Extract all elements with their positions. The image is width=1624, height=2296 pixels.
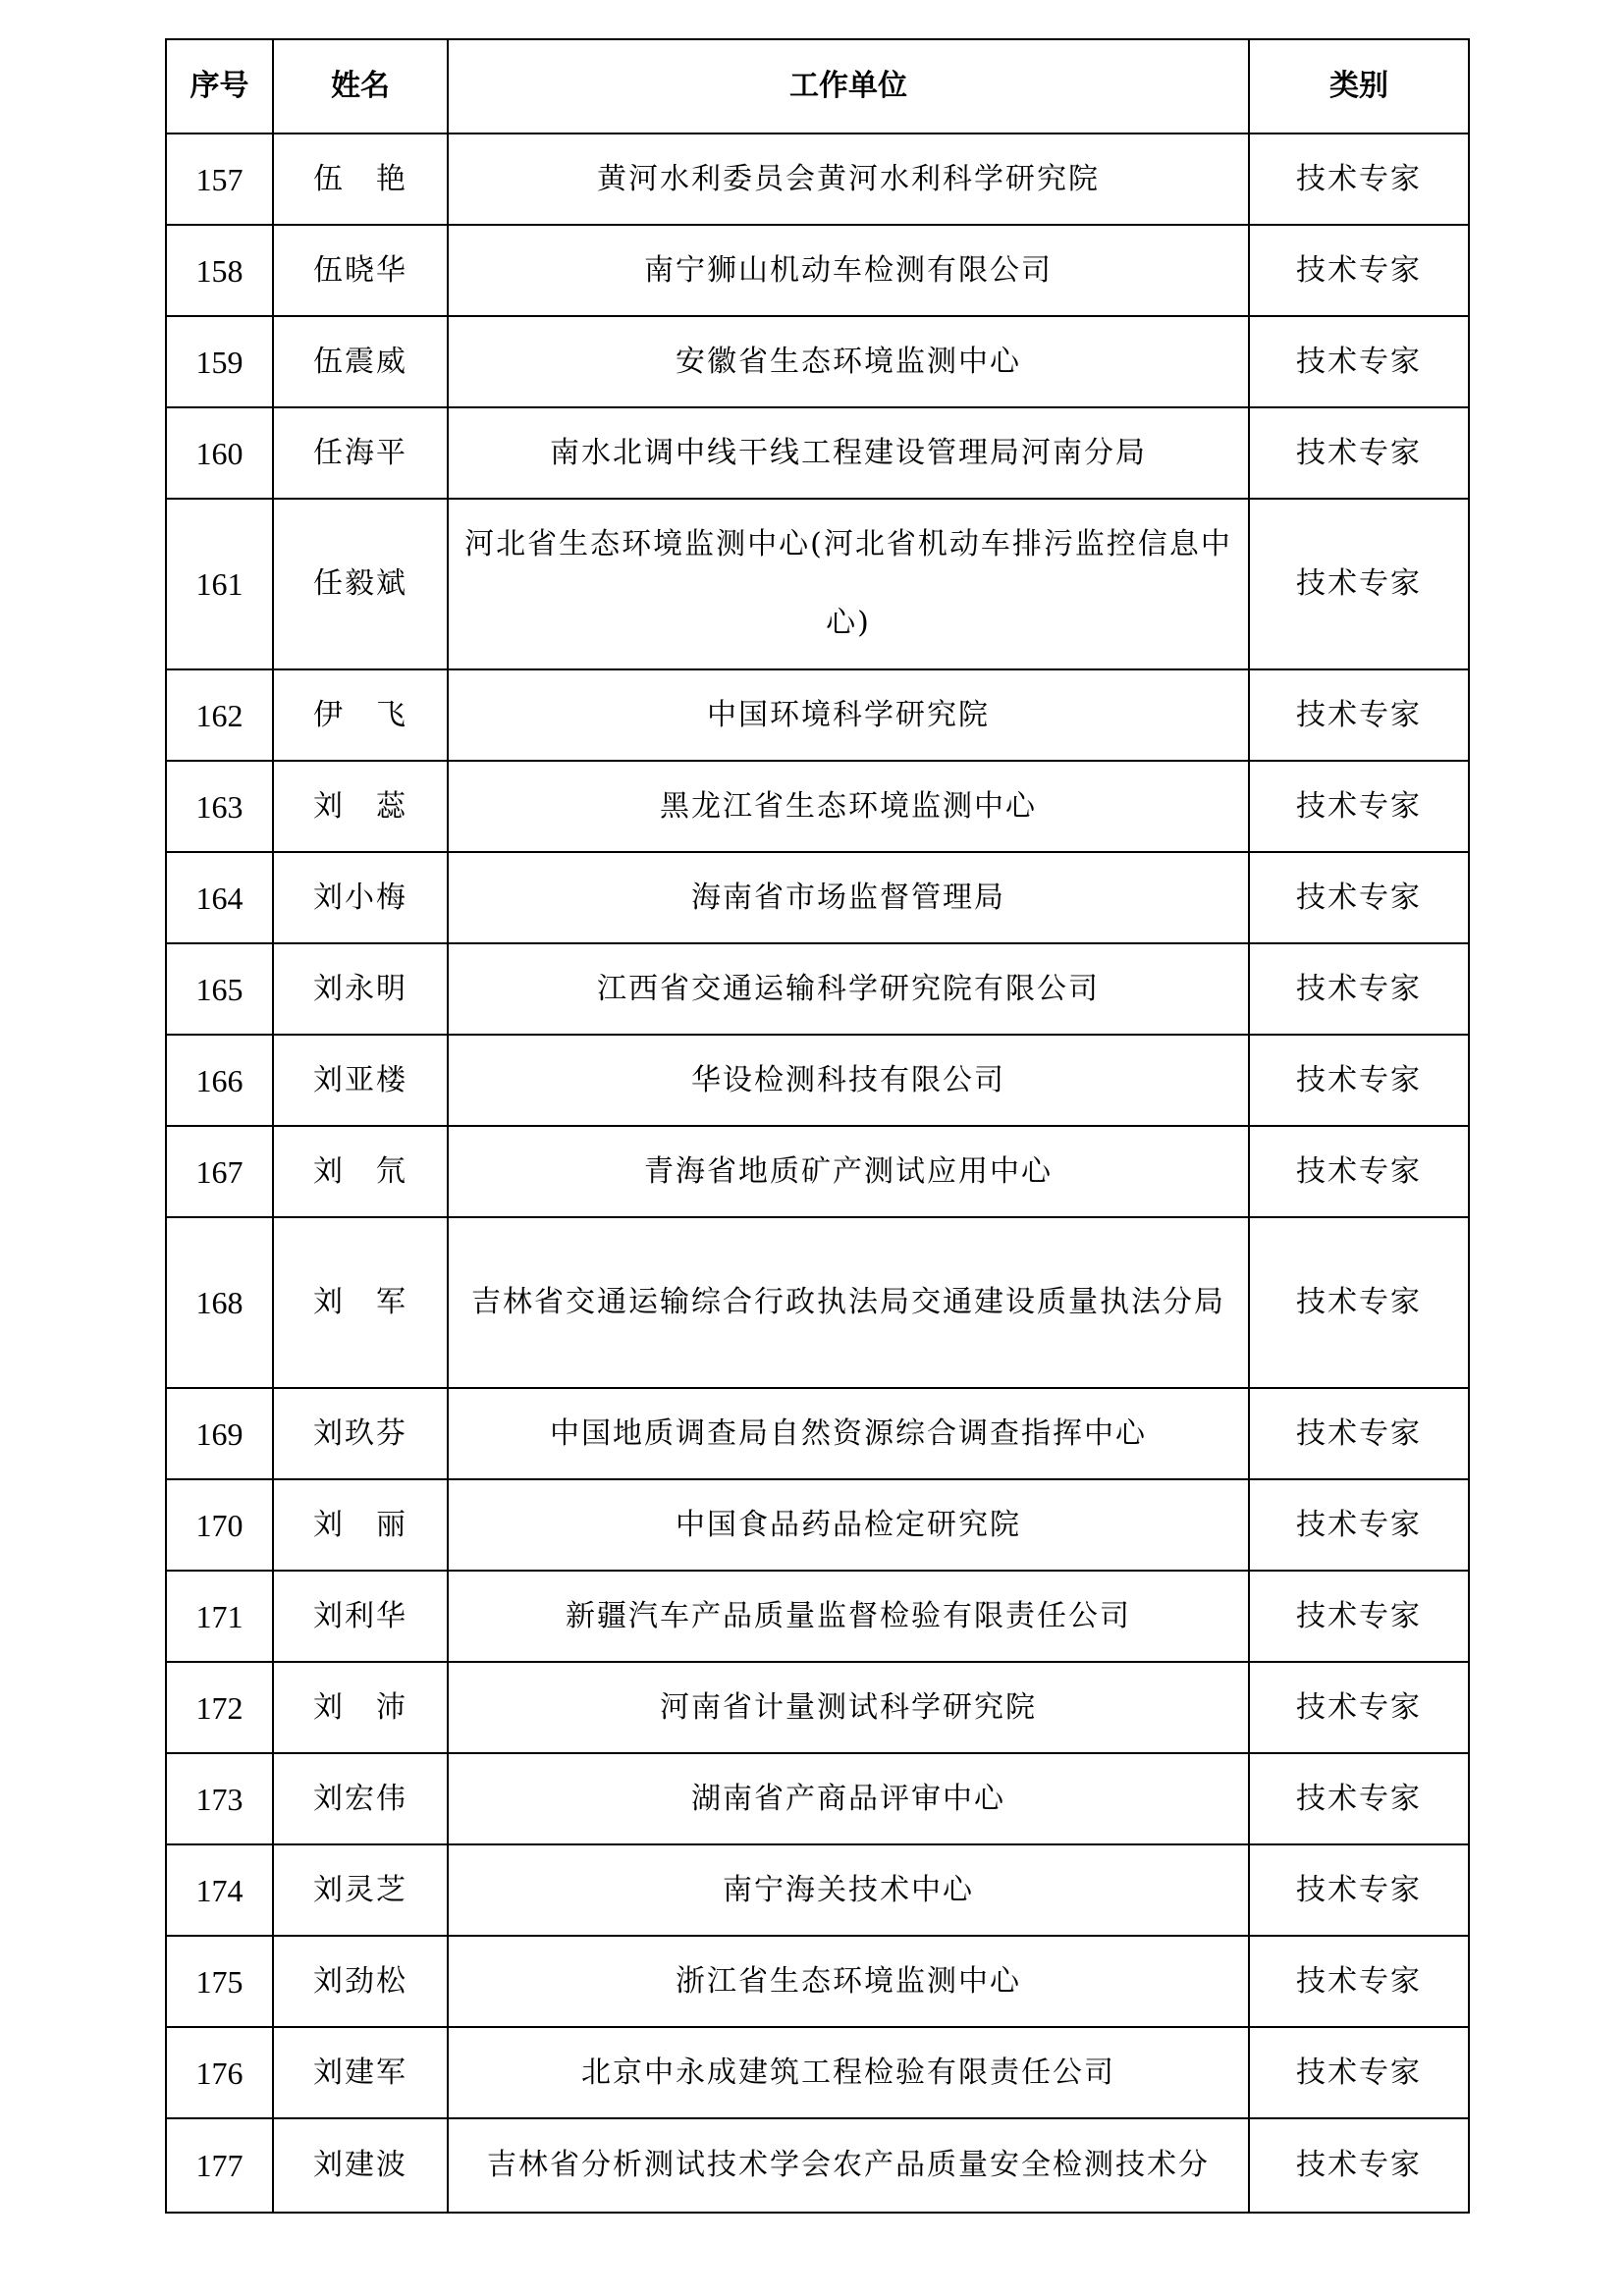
table-row — [166, 2027, 1469, 2118]
row-num: 175 — [166, 1936, 273, 2027]
row-category: 技术专家 — [1249, 1035, 1469, 1126]
table-row — [166, 407, 1469, 499]
row-org: 南宁狮山机动车检测有限公司 — [448, 225, 1249, 316]
row-org: 吉林省分析测试技术学会农产品质量安全检测技术分 — [448, 2118, 1249, 2213]
row-num: 163 — [166, 761, 273, 852]
header-num: 序号 — [166, 39, 273, 133]
row-name: 刘 丽 — [273, 1479, 448, 1571]
row-num: 158 — [166, 225, 273, 316]
table-row — [166, 1217, 1469, 1388]
row-category: 技术专家 — [1249, 1217, 1469, 1388]
row-num: 176 — [166, 2027, 273, 2118]
row-category: 技术专家 — [1249, 1662, 1469, 1753]
row-org: 海南省市场监督管理局 — [448, 852, 1249, 943]
row-num: 162 — [166, 669, 273, 761]
table-row — [166, 1662, 1469, 1753]
row-num: 172 — [166, 1662, 273, 1753]
row-name: 伍震威 — [273, 316, 448, 407]
row-name: 刘亚楼 — [273, 1035, 448, 1126]
row-num: 164 — [166, 852, 273, 943]
row-name: 刘玖芬 — [273, 1388, 448, 1479]
row-category: 技术专家 — [1249, 1479, 1469, 1571]
row-category: 技术专家 — [1249, 761, 1469, 852]
header-name: 姓名 — [273, 39, 448, 133]
row-org: 安徽省生态环境监测中心 — [448, 316, 1249, 407]
row-category: 技术专家 — [1249, 1844, 1469, 1936]
table-row — [166, 499, 1469, 669]
row-org: 河北省生态环境监测中心(河北省机动车排污监控信息中心) — [448, 499, 1249, 669]
row-name: 刘小梅 — [273, 852, 448, 943]
row-category: 技术专家 — [1249, 2027, 1469, 2118]
row-org: 北京中永成建筑工程检验有限责任公司 — [448, 2027, 1249, 2118]
table-row — [166, 1479, 1469, 1571]
row-org: 南水北调中线干线工程建设管理局河南分局 — [448, 407, 1249, 499]
header-row — [166, 39, 1469, 133]
row-num: 165 — [166, 943, 273, 1035]
row-org: 中国环境科学研究院 — [448, 669, 1249, 761]
table-row — [166, 669, 1469, 761]
table-row — [166, 1571, 1469, 1662]
table-row — [166, 1936, 1469, 2027]
row-category: 技术专家 — [1249, 1388, 1469, 1479]
row-org: 河南省计量测试科学研究院 — [448, 1662, 1249, 1753]
row-org: 吉林省交通运输综合行政执法局交通建设质量执法分局 — [448, 1217, 1249, 1388]
row-num: 171 — [166, 1571, 273, 1662]
row-num: 168 — [166, 1217, 273, 1388]
row-num: 159 — [166, 316, 273, 407]
row-category: 技术专家 — [1249, 499, 1469, 669]
row-category: 技术专家 — [1249, 133, 1469, 225]
row-num: 167 — [166, 1126, 273, 1217]
header-category: 类别 — [1249, 39, 1469, 133]
row-num: 161 — [166, 499, 273, 669]
row-name: 刘 氘 — [273, 1126, 448, 1217]
table-row — [166, 943, 1469, 1035]
row-category: 技术专家 — [1249, 316, 1469, 407]
table-row — [166, 316, 1469, 407]
table-row — [166, 1035, 1469, 1126]
row-org: 黑龙江省生态环境监测中心 — [448, 761, 1249, 852]
table-row — [166, 133, 1469, 225]
row-num: 160 — [166, 407, 273, 499]
row-category: 技术专家 — [1249, 852, 1469, 943]
row-num: 157 — [166, 133, 273, 225]
row-org: 江西省交通运输科学研究院有限公司 — [448, 943, 1249, 1035]
table-row — [166, 1844, 1469, 1936]
row-name: 刘 蕊 — [273, 761, 448, 852]
row-org: 湖南省产商品评审中心 — [448, 1753, 1249, 1844]
row-name: 刘建军 — [273, 2027, 448, 2118]
table-row — [166, 1126, 1469, 1217]
row-name: 刘灵芝 — [273, 1844, 448, 1936]
row-org: 新疆汽车产品质量监督检验有限责任公司 — [448, 1571, 1249, 1662]
row-name: 刘 沛 — [273, 1662, 448, 1753]
row-name: 刘 军 — [273, 1217, 448, 1388]
table-row — [166, 225, 1469, 316]
row-category: 技术专家 — [1249, 1936, 1469, 2027]
row-category: 技术专家 — [1249, 943, 1469, 1035]
row-num: 174 — [166, 1844, 273, 1936]
table-row — [166, 2118, 1469, 2213]
row-name: 刘劲松 — [273, 1936, 448, 2027]
header-org: 工作单位 — [448, 39, 1249, 133]
row-category: 技术专家 — [1249, 407, 1469, 499]
row-name: 刘永明 — [273, 943, 448, 1035]
row-num: 166 — [166, 1035, 273, 1126]
expert-roster-table — [165, 38, 1470, 2214]
table-row — [166, 1388, 1469, 1479]
row-category: 技术专家 — [1249, 1571, 1469, 1662]
row-name: 伍晓华 — [273, 225, 448, 316]
row-org: 南宁海关技术中心 — [448, 1844, 1249, 1936]
row-org: 华设检测科技有限公司 — [448, 1035, 1249, 1126]
row-name: 刘建波 — [273, 2118, 448, 2213]
row-num: 173 — [166, 1753, 273, 1844]
row-org: 中国食品药品检定研究院 — [448, 1479, 1249, 1571]
row-name: 刘宏伟 — [273, 1753, 448, 1844]
table-row — [166, 761, 1469, 852]
row-org: 黄河水利委员会黄河水利科学研究院 — [448, 133, 1249, 225]
row-name: 伍 艳 — [273, 133, 448, 225]
row-category: 技术专家 — [1249, 1753, 1469, 1844]
row-category: 技术专家 — [1249, 1126, 1469, 1217]
row-name: 刘利华 — [273, 1571, 448, 1662]
row-category: 技术专家 — [1249, 669, 1469, 761]
row-num: 169 — [166, 1388, 273, 1479]
row-category: 技术专家 — [1249, 225, 1469, 316]
table-row — [166, 1753, 1469, 1844]
row-category: 技术专家 — [1249, 2118, 1469, 2213]
row-num: 177 — [166, 2118, 273, 2213]
row-name: 任毅斌 — [273, 499, 448, 669]
row-num: 170 — [166, 1479, 273, 1571]
row-org: 浙江省生态环境监测中心 — [448, 1936, 1249, 2027]
table-row — [166, 852, 1469, 943]
row-name: 任海平 — [273, 407, 448, 499]
row-name: 伊 飞 — [273, 669, 448, 761]
row-org: 中国地质调查局自然资源综合调查指挥中心 — [448, 1388, 1249, 1479]
row-org: 青海省地质矿产测试应用中心 — [448, 1126, 1249, 1217]
